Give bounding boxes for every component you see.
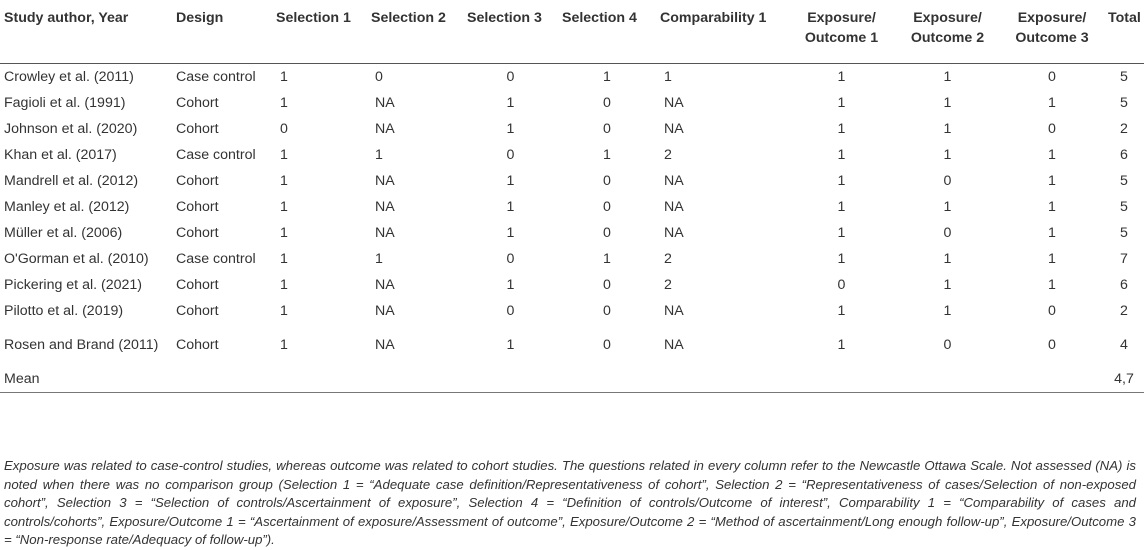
- empty-cell: [558, 366, 656, 393]
- table-row: [0, 220, 1144, 246]
- cell-selection-2: NA: [375, 172, 395, 189]
- cell-selection-1: 1: [280, 336, 288, 353]
- empty-cell: [656, 366, 788, 393]
- table-row: [0, 142, 1144, 168]
- cell-total: 2: [1120, 120, 1128, 137]
- cell-selection-4: 1: [603, 68, 611, 85]
- cell-selection-3: 1: [506, 94, 515, 111]
- cell-selection-4: 0: [603, 336, 611, 353]
- cell-selection-3: 1: [506, 120, 515, 137]
- cell-comparability-1: 1: [664, 68, 672, 85]
- cell-selection-2: NA: [375, 94, 395, 111]
- cell-selection-2: 0: [375, 68, 383, 85]
- cell-study: Crowley et al. (2011): [4, 68, 134, 85]
- empty-cell: [367, 366, 463, 393]
- cell-selection-3: 1: [506, 276, 515, 293]
- cell-exposure-outcome-1: 0: [837, 276, 846, 293]
- cell-exposure-outcome-2: 1: [943, 120, 952, 137]
- cell-total: 5: [1120, 198, 1128, 215]
- cell-exposure-outcome-2: 1: [943, 250, 952, 267]
- cell-total: 5: [1120, 224, 1128, 241]
- empty-cell: [788, 366, 895, 393]
- header-row: [0, 0, 1144, 63]
- cell-design: Case control: [176, 146, 256, 163]
- cell-selection-2: NA: [375, 336, 395, 353]
- cell-selection-3: 1: [506, 336, 515, 353]
- cell-exposure-outcome-3: 1: [1048, 276, 1056, 293]
- table-footnote: Exposure was related to case-control studies, whereas outcome was related to cohort studies. The questions related in every column refer to the Newcastle Ottawa Scale. Not assessed (NA) is noted when there was no comparison group (Selection 1 = “Adequate case definition/Representativeness of cohort”, Selection 2 = “Representativeness of cases/Selection of non-exposed cohort”, Selection 3 = “Selection of controls/Ascertainment of exposure”, Selection 4 = “Definition of controls/Outcome of interest”, Comparability 1 = “Comparability of cases and controls/cohorts”, Exposure/Outcome 1 = “Ascertainment of exposure/Assessment of outcome”, Exposure/Outcome 2 = “Method of ascertainment/Long enough follow-up”, Exposure/Outcome 3 = “Non-response rate/Adequacy of follow-up”).: [4, 458, 1136, 547]
- cell-selection-2: NA: [375, 276, 395, 293]
- table-row: [0, 246, 1144, 272]
- cell-exposure-outcome-1: 1: [837, 94, 846, 111]
- header-comparability-1: Comparability 1: [660, 10, 767, 26]
- cell-total: 2: [1120, 302, 1128, 319]
- cell-total: 7: [1120, 250, 1128, 267]
- cell-exposure-outcome-2: 1: [943, 302, 952, 319]
- cell-selection-4: 0: [603, 120, 611, 137]
- cell-design: Cohort: [176, 302, 219, 319]
- cell-selection-3: 0: [506, 302, 515, 319]
- cell-exposure-outcome-3: 1: [1048, 224, 1056, 241]
- empty-cell: [272, 366, 367, 393]
- header-selection-4: Selection 4: [562, 10, 637, 26]
- cell-comparability-1: 2: [664, 276, 672, 293]
- cell-design: Case control: [176, 68, 256, 85]
- cell-selection-2: NA: [375, 224, 395, 241]
- cell-selection-1: 1: [280, 276, 288, 293]
- mean-value: 4,7: [1114, 370, 1134, 387]
- cell-exposure-outcome-3: 1: [1048, 250, 1056, 267]
- cell-exposure-outcome-1: 1: [837, 172, 846, 189]
- cell-selection-3: 1: [506, 224, 515, 241]
- cell-selection-1: 1: [280, 94, 288, 111]
- cell-total: 5: [1120, 68, 1128, 85]
- table-body: [0, 63, 1144, 392]
- cell-study: O'Gorman et al. (2010): [4, 250, 149, 267]
- cell-design: Cohort: [176, 224, 219, 241]
- cell-comparability-1: NA: [664, 302, 684, 319]
- cell-total: 4: [1120, 336, 1128, 353]
- cell-selection-1: 1: [280, 302, 288, 319]
- header-exposure-outcome-2: Exposure/ Outcome 2: [910, 10, 985, 46]
- cell-exposure-outcome-2: 1: [943, 146, 952, 163]
- cell-selection-1: 1: [280, 172, 288, 189]
- header-study: Study author, Year: [4, 10, 129, 26]
- table-row: [0, 272, 1144, 298]
- cell-exposure-outcome-3: 1: [1048, 146, 1056, 163]
- table-row: [0, 90, 1144, 116]
- cell-study: Müller et al. (2006): [4, 224, 123, 241]
- cell-selection-1: 1: [280, 146, 288, 163]
- cell-selection-2: NA: [375, 198, 395, 215]
- cell-exposure-outcome-1: 1: [837, 302, 846, 319]
- cell-design: Case control: [176, 250, 256, 267]
- cell-selection-2: 1: [375, 250, 383, 267]
- cell-comparability-1: NA: [664, 172, 684, 189]
- cell-exposure-outcome-2: 0: [943, 224, 952, 241]
- cell-study: Mandrell et al. (2012): [4, 172, 139, 189]
- cell-exposure-outcome-3: 1: [1048, 94, 1056, 111]
- cell-comparability-1: 2: [664, 146, 672, 163]
- cell-exposure-outcome-3: 0: [1048, 336, 1056, 353]
- cell-selection-3: 1: [506, 198, 515, 215]
- cell-selection-1: 1: [280, 250, 288, 267]
- cell-exposure-outcome-1: 1: [837, 250, 846, 267]
- cell-selection-3: 0: [506, 250, 515, 267]
- cell-study: Pickering et al. (2021): [4, 276, 143, 293]
- header-selection-1: Selection 1: [276, 10, 351, 26]
- cell-selection-3: 1: [506, 172, 515, 189]
- cell-exposure-outcome-1: 1: [837, 68, 846, 85]
- cell-exposure-outcome-1: 1: [837, 120, 846, 137]
- cell-comparability-1: NA: [664, 224, 684, 241]
- cell-selection-4: 0: [603, 172, 611, 189]
- cell-exposure-outcome-1: 1: [837, 224, 846, 241]
- cell-total: 6: [1120, 146, 1128, 163]
- cell-selection-1: 0: [280, 120, 288, 137]
- cell-study: Manley et al. (2012): [4, 198, 130, 215]
- cell-selection-2: NA: [375, 302, 395, 319]
- cell-exposure-outcome-2: 1: [943, 68, 952, 85]
- cell-study: Rosen and Brand (2011): [4, 336, 159, 353]
- cell-study: Johnson et al. (2020): [4, 120, 138, 137]
- empty-cell: [463, 366, 558, 393]
- cell-selection-4: 0: [603, 302, 611, 319]
- header-total: Total: [1108, 10, 1141, 26]
- cell-comparability-1: NA: [664, 198, 684, 215]
- cell-study: Fagioli et al. (1991): [4, 94, 126, 111]
- cell-exposure-outcome-3: 0: [1048, 68, 1056, 85]
- cell-selection-4: 0: [603, 276, 611, 293]
- cell-exposure-outcome-2: 0: [943, 336, 952, 353]
- cell-comparability-1: NA: [664, 336, 684, 353]
- cell-selection-1: 1: [280, 224, 288, 241]
- cell-total: 5: [1120, 94, 1128, 111]
- cell-selection-1: 1: [280, 198, 288, 215]
- cell-selection-2: NA: [375, 120, 395, 137]
- empty-cell: [895, 366, 1000, 393]
- table-row: [0, 168, 1144, 194]
- cell-selection-4: 0: [603, 224, 611, 241]
- cell-selection-3: 0: [506, 68, 515, 85]
- header-design: Design: [176, 10, 224, 26]
- cell-design: Cohort: [176, 172, 219, 189]
- cell-exposure-outcome-2: 1: [943, 198, 952, 215]
- cell-study: Pilotto et al. (2019): [4, 302, 124, 319]
- cell-exposure-outcome-3: 1: [1048, 172, 1056, 189]
- empty-cell: [172, 366, 272, 393]
- cell-exposure-outcome-2: 1: [943, 94, 952, 111]
- empty-cell: [1000, 366, 1104, 393]
- cell-comparability-1: 2: [664, 250, 672, 267]
- table-row: [0, 298, 1144, 324]
- cell-design: Cohort: [176, 276, 219, 293]
- cell-selection-3: 0: [506, 146, 515, 163]
- cell-design: Cohort: [176, 336, 219, 353]
- cell-exposure-outcome-3: 0: [1048, 302, 1056, 319]
- cell-exposure-outcome-1: 1: [837, 198, 846, 215]
- cell-selection-4: 1: [603, 146, 611, 163]
- cell-exposure-outcome-3: 0: [1048, 120, 1056, 137]
- cell-design: Cohort: [176, 94, 219, 111]
- cell-exposure-outcome-1: 1: [837, 336, 846, 353]
- cell-comparability-1: NA: [664, 94, 684, 111]
- cell-selection-4: 0: [603, 94, 611, 111]
- table-row: [0, 324, 1144, 366]
- cell-exposure-outcome-2: 0: [943, 172, 952, 189]
- header-exposure-outcome-3: Exposure/ Outcome 3: [1015, 10, 1089, 46]
- cell-selection-4: 1: [603, 250, 611, 267]
- table-row: [0, 194, 1144, 220]
- cell-selection-4: 0: [603, 198, 611, 215]
- cell-selection-1: 1: [280, 68, 288, 85]
- cell-exposure-outcome-2: 1: [943, 276, 952, 293]
- cell-total: 6: [1120, 276, 1128, 293]
- cell-design: Cohort: [176, 120, 219, 137]
- cell-exposure-outcome-3: 1: [1048, 198, 1056, 215]
- cell-exposure-outcome-1: 1: [837, 146, 846, 163]
- cell-comparability-1: NA: [664, 120, 684, 137]
- cell-study: Khan et al. (2017): [4, 146, 117, 163]
- mean-label: Mean: [4, 370, 40, 387]
- cell-design: Cohort: [176, 198, 219, 215]
- mean-row: [0, 366, 1144, 393]
- header-selection-3: Selection 3: [467, 10, 542, 26]
- table-row: [0, 116, 1144, 142]
- header-exposure-outcome-1: Exposure/ Outcome 1: [804, 10, 879, 46]
- table-row: [0, 63, 1144, 90]
- cell-total: 5: [1120, 172, 1128, 189]
- header-selection-2: Selection 2: [371, 10, 446, 26]
- cell-selection-2: 1: [375, 146, 383, 163]
